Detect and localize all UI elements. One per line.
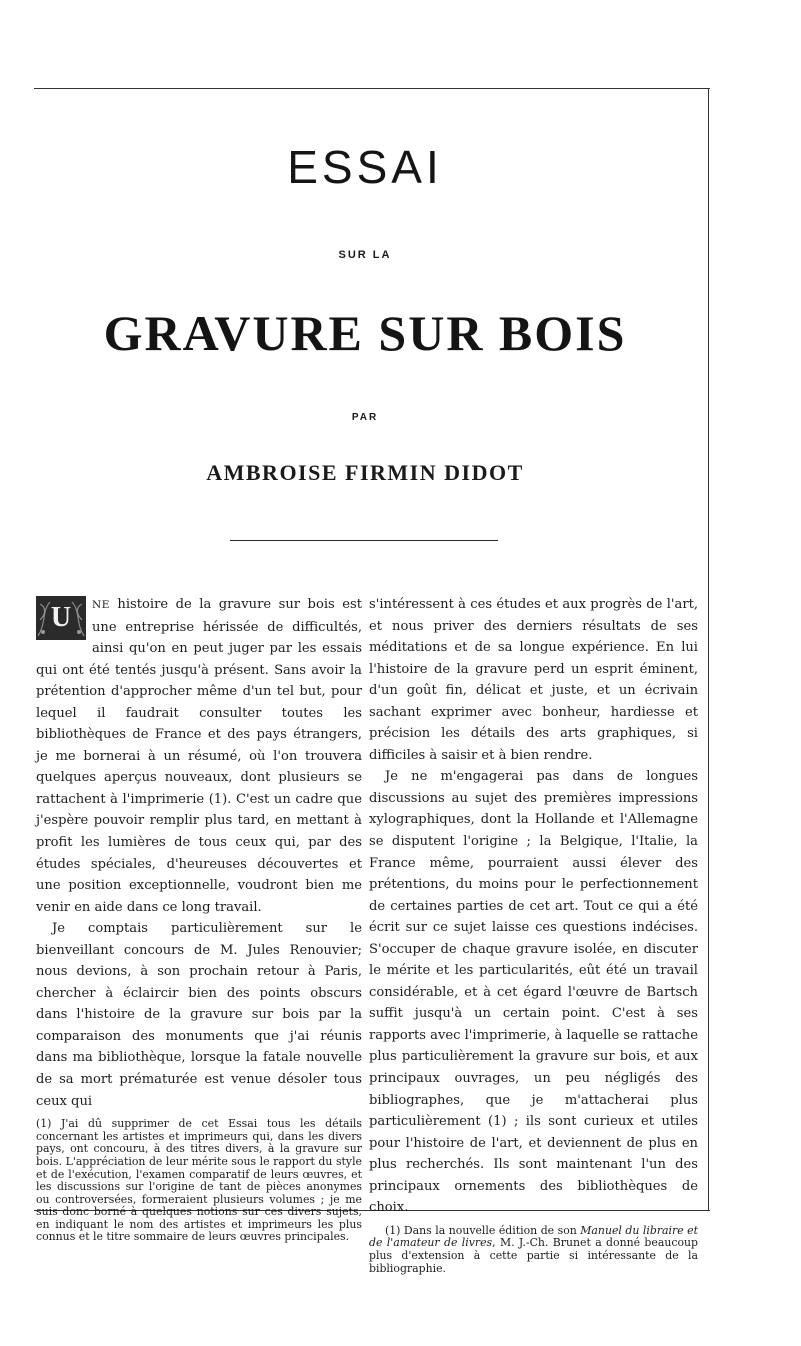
title-divider (230, 540, 498, 541)
footnote-left: (1) J'ai dû supprimer de cet Essai tous les détails concernant les artistes et imprimeurs qui, dans les divers pays, ont concouru, à des titres divers, à la gravure sur bois. L'appréciation de leur mérite sous le rapport du style et de l'exécution, l'examen comparatif de leurs œuvres, et les discussions sur l'origine de tant de pièces anonymes ou controversées, formeraient plusieurs volumes ; je me suis donc borné à quelques notions sur ces divers sujets, en indiquant le nom des artistes et imprimeurs les plus connus et le titre sommaire de leurs œuvres principales. (36, 1117, 362, 1244)
dropcap-continuation: NE (92, 599, 110, 611)
paragraph-1 (36, 594, 362, 918)
paragraph-4: Je ne m'engagerai pas dans de longues discussions au sujet des premières impressions xylographiques, dont la Hollande et l'Allemagne se disputent l'origine ; la Belgique, l'Italie, la France même, pourraient aussi élever des prétentions, du moins pour le perfectionnement de certaines parties de cet art. Tout ce qui a été écrit sur ce sujet laisse ces questions indécises. S'occuper de chaque gravure isolée, en discuter le mérite et les particularités, eût été un travail considérable, et à cet égard l'œuvre de Bartsch suffit jusqu'à un certain point. C'est à ses rapports avec l'imprimerie, à laquelle se rattache plus particulièrement la gravure sur bois, et aux principaux ouvrages, un peu négligés des bibliographes, que je m'attacherai plus particulièrement (1) ; ils sont curieux et utiles pour l'histoire de l'art, et deviennent de plus en plus recherchés. Ils sont maintenant l'un des principaux ornements des bibliothèques de choix. (369, 769, 698, 1216)
title-sur-la: SUR LA (338, 249, 392, 261)
footnote-right-text-a: (1) Dans la nouvelle édition de son (385, 1223, 581, 1237)
left-column (36, 594, 362, 1244)
page-title: GRAVURE SUR BOIS (103, 305, 627, 361)
author-name: AMBROISE FIRMIN DIDOT (206, 460, 524, 485)
title-par: PAR (351, 412, 379, 423)
paragraph-2: Je comptais particulièrement sur le bienveillant concours de M. Jules Renouvier; nous devions, à son prochain retour à Paris, chercher à éclaircir bien des points obscurs dans l'histoire de la gravure sur bois par la comparaison des monuments que j'ai réunis dans ma bibliothèque, lorsque la fatale nouvelle de sa mort prématurée est venue désoler tous ceux qui (36, 921, 362, 1109)
paragraph-1-text: histoire de la gravure sur bois est une entreprise hérissée de difficultés, ainsi qu'on en peut juger par les essais qui ont été tentés jusqu'à présent. Sans avoir la prétention d'approcher même d'un tel but, pour lequel il faudrait consulter toutes les bibliothèques de France et des pays étrangers, je me bornerai à un résumé, où l'on trouvera quelques aperçus nouveaux, dont plusieurs se rattachent à l'imprimerie (1). C'est un cadre que j'espère pouvoir remplir plus tard, en mettant à profit les lumières de tous ceux qui, par des études spéciales, d'heureuses découvertes et une position exceptionnelle, voudront bien me venir en aide dans ce long travail. (36, 597, 362, 915)
page-frame-top-rule (34, 88, 710, 89)
footnote-right-text-b: , M. J.-Ch. Brunet a donné beaucoup plus d'extension à cette partie si intéressante de la bibliographie. (369, 1236, 698, 1275)
dropcap-letter: U (50, 602, 72, 633)
title-essai: ESSAI (287, 141, 443, 193)
footnote-right (369, 1225, 698, 1275)
footnote-right-book-title: Manuel du libraire et de l'amateur de livres (369, 1223, 698, 1250)
right-column (369, 594, 698, 1275)
paragraph-3: s'intéressent à ces études et aux progrès de l'art, et nous priver des derniers résultats de ses méditations et de sa longue expérience. En lui l'histoire de la gravure perd un esprit éminent, d'un goût fin, délicat et juste, et un écrivain sachant exprimer avec bonheur, hardiesse et précision les détails des arts graphiques, si difficiles à saisir et à bien rendre. (369, 597, 698, 763)
ornamental-dropcap (36, 596, 86, 640)
